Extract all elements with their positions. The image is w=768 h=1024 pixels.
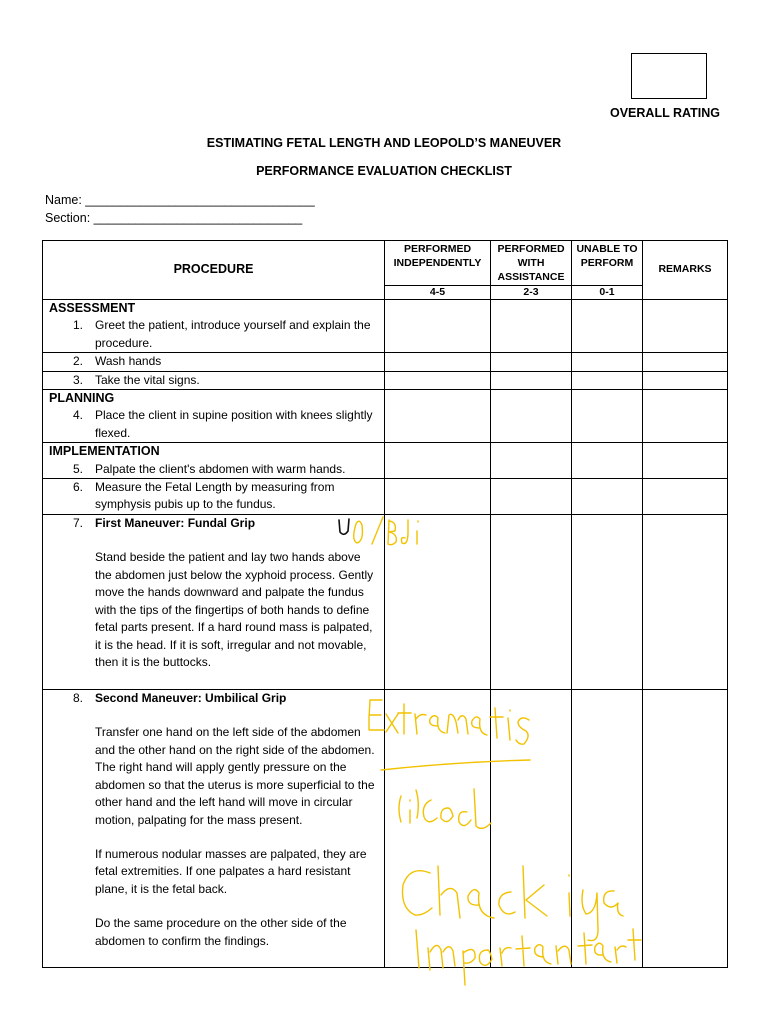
evaluation-checklist-table <box>42 240 728 968</box>
list-item <box>43 690 384 950</box>
item-text: Palpate the client's abdomen with warm hands. <box>95 461 346 476</box>
score-cell[interactable] <box>385 300 491 353</box>
list-item <box>43 372 384 389</box>
score-cell[interactable] <box>572 390 643 443</box>
scale-assistance: 2-3 <box>491 286 572 300</box>
remarks-cell[interactable] <box>643 479 728 515</box>
remarks-cell[interactable] <box>643 690 728 968</box>
score-cell[interactable] <box>491 371 572 389</box>
item-number: 1. <box>72 318 83 333</box>
item-paragraph: Stand beside the patient and lay two hands above the abdomen just below the xyphoid process. Gently move the hands downward and palpate the fundus with the tips of the fingertips of both hands to define fetal parts present. If a hard round mass is palpated, it is the head. If it is soft, irregular and not movable, then it is the buttocks. <box>95 550 374 669</box>
header-performed-independently: PERFORMED INDEPENDENTLY <box>385 241 491 286</box>
remarks-cell[interactable] <box>643 353 728 371</box>
score-cell[interactable] <box>491 443 572 479</box>
list-item <box>43 407 384 442</box>
section-heading-implementation: IMPLEMENTATION <box>49 444 160 459</box>
item-paragraph: Do the same procedure on the other side of the abdomen to confirm the findings. <box>95 916 347 948</box>
remarks-cell[interactable] <box>643 371 728 389</box>
item-paragraph: If numerous nodular masses are palpated, they are fetal extremities. If one palpates a hard resistant plane, it is the fetal back. <box>95 846 367 896</box>
item-number: 3. <box>72 372 83 387</box>
overall-rating-label: OVERALL RATING <box>610 106 720 120</box>
item-paragraph: Transfer one hand on the left side of the abdomen and the other hand on the right side of the abdomen. The right hand will apply gently pressure on the abdomen so that the uterus is more superficial to the other hand and the left hand will move in circular motion, palpating for the mass present. <box>95 725 375 827</box>
score-cell[interactable] <box>572 690 643 968</box>
score-cell[interactable] <box>491 353 572 371</box>
section-field[interactable]: Section: ______________________________ <box>45 211 303 225</box>
item-text: Place the client in supine position with knees slightly flexed. <box>95 408 373 440</box>
table-row <box>43 390 728 443</box>
item-text: Wash hands <box>95 354 162 369</box>
document-title: ESTIMATING FETAL LENGTH AND LEOPOLD’S MANEUVER <box>206 136 562 150</box>
score-cell[interactable] <box>385 390 491 443</box>
score-cell[interactable] <box>572 300 643 353</box>
maneuver-title: Second Maneuver: Umbilical Grip <box>95 691 287 706</box>
table-row <box>43 353 728 371</box>
list-item <box>43 479 384 514</box>
table-row <box>43 479 728 515</box>
table-row <box>43 515 728 690</box>
score-cell[interactable] <box>385 353 491 371</box>
remarks-cell[interactable] <box>643 300 728 353</box>
score-cell[interactable] <box>572 353 643 371</box>
score-cell[interactable] <box>385 515 491 690</box>
name-field[interactable]: Name: _________________________________ <box>45 193 315 207</box>
item-number: 4. <box>72 408 83 423</box>
header-remarks: REMARKS <box>643 241 728 300</box>
remarks-cell[interactable] <box>643 390 728 443</box>
list-item <box>43 515 384 671</box>
score-cell[interactable] <box>491 479 572 515</box>
item-number: 7. <box>72 516 83 531</box>
list-item <box>43 461 384 478</box>
maneuver-title: First Maneuver: Fundal Grip <box>95 516 256 531</box>
score-cell[interactable] <box>572 479 643 515</box>
remarks-cell[interactable] <box>643 515 728 690</box>
score-cell[interactable] <box>572 515 643 690</box>
item-number: 6. <box>72 480 83 495</box>
item-number: 8. <box>72 691 83 706</box>
score-cell[interactable] <box>385 479 491 515</box>
remarks-cell[interactable] <box>643 443 728 479</box>
item-text: Greet the patient, introduce yourself and explain the procedure. <box>95 318 371 350</box>
score-cell[interactable] <box>491 390 572 443</box>
scale-unable: 0-1 <box>572 286 643 300</box>
list-item <box>43 353 384 370</box>
score-cell[interactable] <box>385 443 491 479</box>
score-cell[interactable] <box>572 443 643 479</box>
section-heading-assessment: ASSESSMENT <box>49 301 136 315</box>
score-cell[interactable] <box>385 371 491 389</box>
item-number: 2. <box>72 354 83 369</box>
score-cell[interactable] <box>491 690 572 968</box>
header-unable-to-perform: UNABLE TO PERFORM <box>572 241 643 286</box>
header-procedure: PROCEDURE <box>43 241 385 300</box>
score-cell[interactable] <box>491 300 572 353</box>
overall-rating-box[interactable] <box>631 53 707 99</box>
header-performed-with-assistance: PERFORMED WITH ASSISTANCE <box>491 241 572 286</box>
list-item <box>43 317 384 352</box>
table-row <box>43 443 728 479</box>
table-row <box>43 300 728 353</box>
table-row <box>43 371 728 389</box>
score-cell[interactable] <box>572 371 643 389</box>
score-cell[interactable] <box>385 690 491 968</box>
scale-independently: 4-5 <box>385 286 491 300</box>
section-heading-planning: PLANNING <box>49 391 115 406</box>
item-number: 5. <box>72 461 83 476</box>
document-subtitle: PERFORMANCE EVALUATION CHECKLIST <box>256 164 512 178</box>
item-text: Measure the Fetal Length by measuring from symphysis pubis up to the fundus. <box>95 480 335 512</box>
item-text: Take the vital signs. <box>95 372 200 387</box>
table-row <box>43 690 728 968</box>
score-cell[interactable] <box>491 515 572 690</box>
